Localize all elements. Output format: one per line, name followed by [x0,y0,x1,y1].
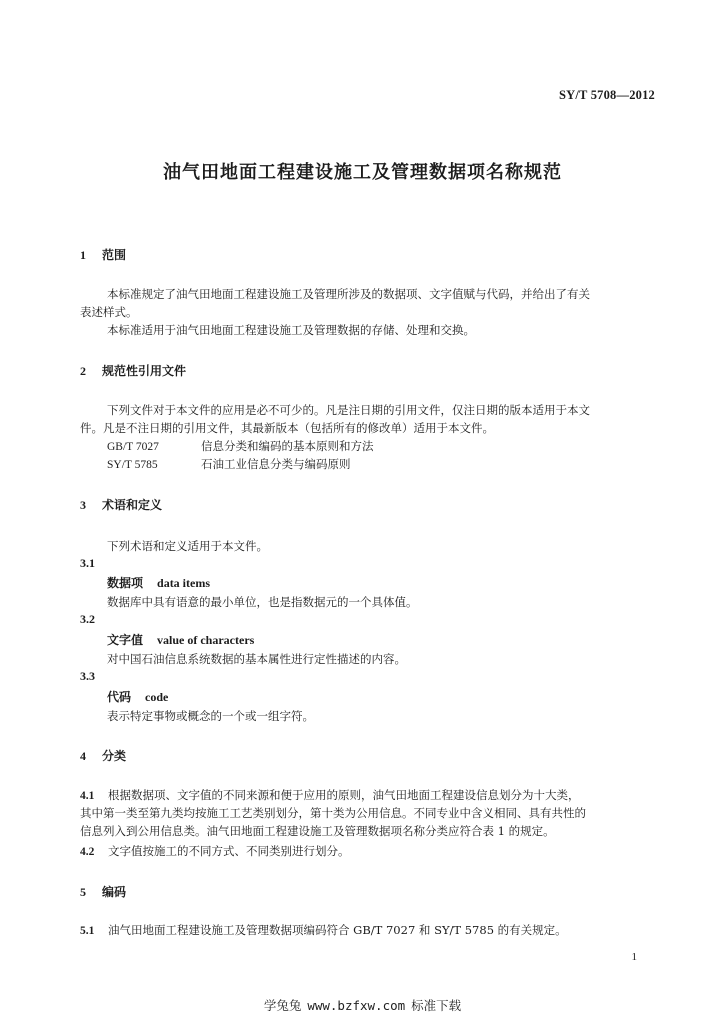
section-title: 编码 [102,885,127,899]
reference-title: 信息分类和编码的基本原则和方法 [201,439,374,453]
section-heading-2 [80,362,186,379]
section-heading-1 [80,246,126,263]
term-zh: 文字值 [107,633,144,647]
term-zh: 代码 [107,690,132,704]
term-definition: 数据库中具有语意的最小单位，也是指数据元的一个具体值。 [107,595,418,609]
reference-code: GB/T 7027 [107,441,159,453]
paragraph-line: 件。凡是不注日期的引用文件，其最新版本（包括所有的修改单）适用于本文件。 [80,421,494,435]
section-number: 5 [80,885,86,899]
reference-item [107,438,374,454]
term-en: code [145,690,169,704]
term-definition: 表示特定事物或概念的一个或一组字符。 [107,709,314,723]
page-number: 1 [631,951,637,963]
section-number: 3 [80,498,86,512]
term-en: value of characters [157,633,255,647]
section-title: 范围 [102,248,127,262]
term-definition: 对中国石油信息系统数据的基本属性进行定性描述的内容。 [107,652,406,666]
section-heading-4 [80,747,126,764]
reference-title: 石油工业信息分类与编码原则 [201,457,351,471]
reference-item [107,456,351,472]
footer-tagline: 标准下载 [411,998,462,1013]
clause-5-1 [80,922,567,938]
reference-code: SY/T 5785 [107,459,158,471]
term-en: data items [157,576,211,590]
clause-number: 4.1 [80,790,95,802]
section-title: 分类 [102,749,127,763]
section-number: 2 [80,364,86,378]
clause-text: 油气田地面工程建设施工及管理数据项编码符合 GB/T 7027 和 SY/T 5785 的有关规定。 [108,923,567,937]
clause-number: 5.1 [80,925,95,937]
footer-watermark [0,996,725,1014]
section-title: 规范性引用文件 [102,364,187,378]
section-title: 术语和定义 [102,498,163,512]
term-number: 3.1 [80,556,95,570]
paragraph-line: 下列术语和定义适用于本文件。 [107,539,268,553]
term-number: 3.2 [80,612,95,626]
paragraph-line: 下列文件对于本文件的应用是必不可少的。凡是注日期的引用文件，仅注日期的版本适用于本文 [107,403,590,417]
clause-text: 根据数据项、文字值的不同来源和便于应用的原则，油气田地面工程建设信息划分为十大类， [108,788,580,802]
footer-url[interactable]: www.bzfxw.com [307,998,406,1013]
clause-4-1 [80,787,580,803]
section-heading-5 [80,883,126,900]
paragraph-line: 信息列入到公用信息类。油气田地面工程建设施工及管理数据项名称分类应符合表 1 的规定。 [80,824,555,838]
clause-number: 4.2 [80,846,95,858]
term-zh: 数据项 [107,576,144,590]
document-title: 油气田地面工程建设施工及管理数据项名称规范 [163,162,562,183]
paragraph-line: 表述样式。 [80,305,138,319]
footer-site-name: 学兔兔 [263,998,302,1013]
paragraph-line: 本标准规定了油气田地面工程建设施工及管理所涉及的数据项、文字值赋与代码，并给出了有关 [107,287,590,301]
term-number: 3.3 [80,669,95,683]
section-heading-3 [80,496,162,513]
clause-4-2 [80,843,350,859]
paragraph-line: 本标准适用于油气田地面工程建设施工及管理数据的存储、处理和交换。 [107,323,475,337]
term-title [107,631,254,648]
term-title [107,688,168,705]
section-number: 4 [80,749,86,763]
paragraph-line: 其中第一类至第九类均按施工工艺类别划分，第十类为公用信息。不同专业中含义相同、具有共性的 [80,806,586,820]
term-title [107,574,210,591]
standard-code: SY/T 5708—2012 [559,88,655,102]
clause-text: 文字值按施工的不同方式、不同类别进行划分。 [108,844,350,858]
section-number: 1 [80,248,86,262]
